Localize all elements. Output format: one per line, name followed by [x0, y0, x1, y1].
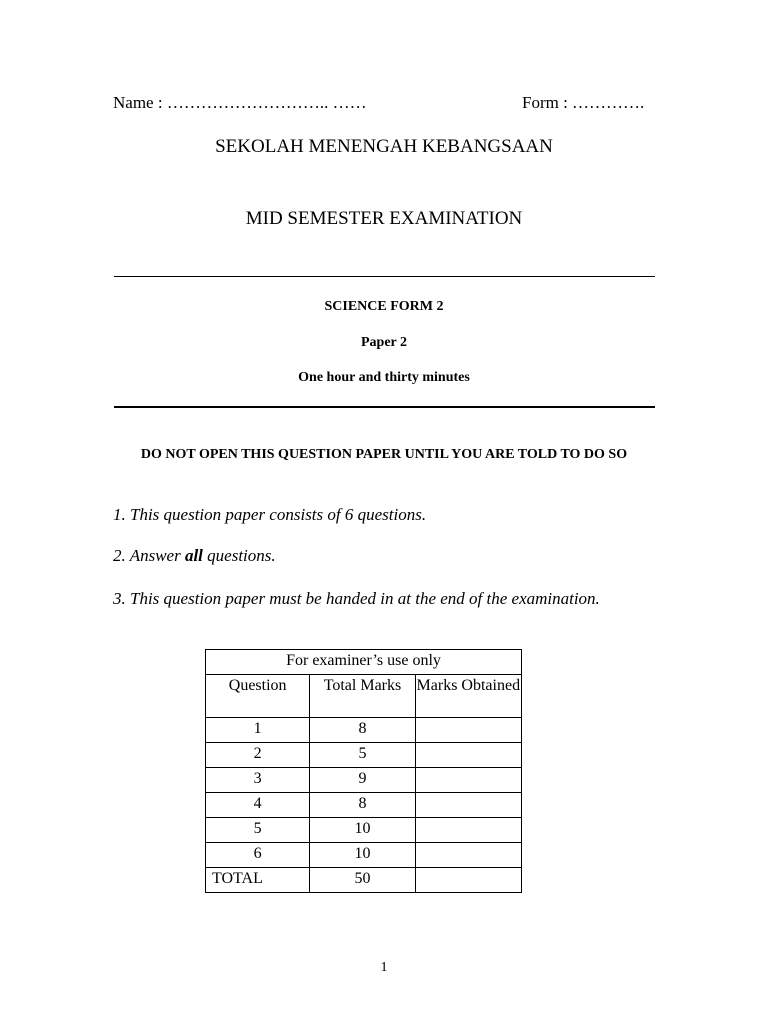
top-divider	[114, 276, 655, 277]
marks-obtained	[415, 793, 521, 818]
total-label: TOTAL	[206, 868, 310, 893]
header-marks-obtained: Marks Obtained	[415, 675, 521, 718]
table-row	[206, 768, 522, 793]
total-marks: 5	[310, 743, 415, 768]
marks-obtained	[415, 743, 521, 768]
total-marks: 10	[310, 818, 415, 843]
duration-label: One hour and thirty minutes	[298, 370, 470, 385]
marks-obtained	[415, 818, 521, 843]
total-marks: 9	[310, 768, 415, 793]
table-caption: For examiner’s use only	[206, 650, 522, 675]
marks-obtained	[415, 843, 521, 868]
table-caption-row	[206, 650, 522, 675]
instruction-3: 3. This question paper must be handed in at the end of the examination.	[113, 589, 600, 608]
table-row	[206, 793, 522, 818]
form-field-label: Form : ………….	[522, 93, 645, 112]
instruction-2-start: 2. Answer	[113, 546, 185, 565]
total-marks: 10	[310, 843, 415, 868]
table-row	[206, 718, 522, 743]
question-number: 1	[206, 718, 310, 743]
header-total-marks: Total Marks	[310, 675, 415, 718]
question-number: 6	[206, 843, 310, 868]
warning-notice: DO NOT OPEN THIS QUESTION PAPER UNTIL YOU ARE TOLD TO DO SO	[140, 447, 628, 462]
exam-title: MID SEMESTER EXAMINATION	[245, 208, 523, 229]
instruction-2-emphasis: all	[184, 546, 203, 565]
header-question: Question	[206, 675, 310, 718]
total-value: 50	[310, 868, 415, 893]
question-number: 5	[206, 818, 310, 843]
marks-obtained	[415, 718, 521, 743]
bottom-divider	[114, 406, 655, 408]
question-number: 3	[206, 768, 310, 793]
table-total-row	[206, 868, 522, 893]
total-marks: 8	[310, 718, 415, 743]
question-number: 2	[206, 743, 310, 768]
total-marks: 8	[310, 793, 415, 818]
marks-obtained	[415, 768, 521, 793]
subject-title: SCIENCE FORM 2	[324, 299, 444, 314]
table-row	[206, 743, 522, 768]
paper-label: Paper 2	[360, 335, 407, 350]
table-row	[206, 843, 522, 868]
instruction-2	[113, 546, 276, 566]
total-obtained	[415, 868, 521, 893]
examiner-marks-table	[205, 649, 522, 893]
school-name: SEKOLAH MENENGAH KEBANGSAAN	[215, 136, 553, 157]
table-row	[206, 818, 522, 843]
question-number: 4	[206, 793, 310, 818]
name-field-label: Name : ……………………….. ……	[113, 93, 367, 112]
page-number: 1	[380, 960, 388, 975]
table-header-row	[206, 675, 522, 718]
instruction-2-end: questions.	[202, 546, 276, 565]
instruction-1: 1. This question paper consists of 6 questions.	[113, 505, 427, 524]
